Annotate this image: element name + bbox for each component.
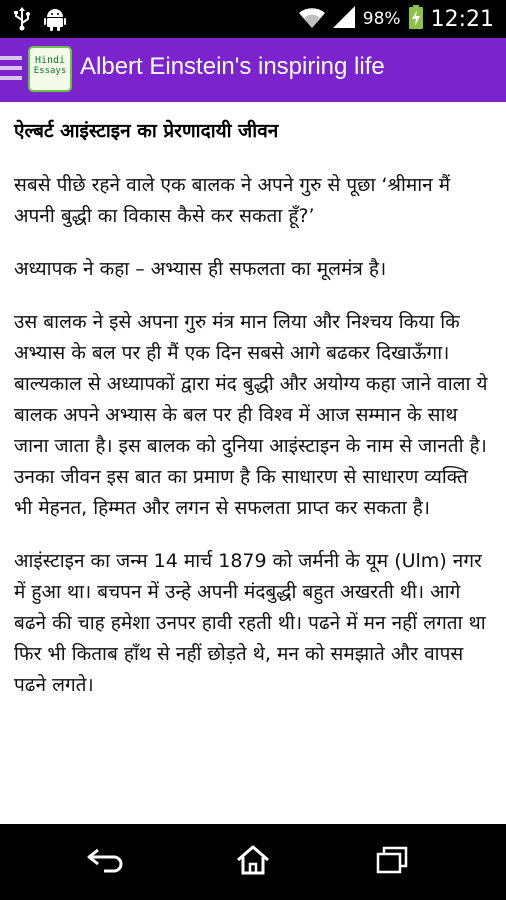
app-bar bbox=[0, 38, 506, 102]
article-paragraph: आइंस्टाइन का जन्म 14 मार्च 1879 को जर्मनी के यूम (Ulm) नगर में हुआ था। बचपन में उन्हे अपनी मंदबुद्धी बहुत अखरती थी। आगे बढने की चाह हमेशा उनपर हावी रहती थी। पढने में मन नहीं लगता था फिर भी किताब हाँथ से नहीं छोड़ते थे, मन को समझाते और वापस पढने लगते। bbox=[14, 550, 486, 696]
battery-charging-icon bbox=[409, 5, 423, 33]
logo-line2: Essays bbox=[33, 66, 67, 76]
app-title: Albert Einstein's inspiring life bbox=[80, 53, 385, 80]
article-scroll-view[interactable] bbox=[0, 102, 506, 824]
recent-apps-button[interactable] bbox=[368, 844, 416, 880]
article-paragraph: अध्यापक ने कहा – अभ्यास ही सफलता का मूलमंत्र है। bbox=[14, 258, 387, 280]
status-bar bbox=[0, 0, 506, 38]
recent-apps-icon bbox=[374, 845, 410, 879]
app-logo[interactable] bbox=[28, 46, 72, 92]
home-icon bbox=[235, 844, 271, 880]
android-icon bbox=[44, 7, 66, 35]
article-paragraph: उस बालक ने इसे अपना गुरु मंत्र मान लिया और निश्चय किया कि अभ्यास के बल पर ही मैं एक दिन सबसे आगे बढकर दिखाऊँगा। बाल्यकाल से अध्यापकों द्वारा मंद बुद्धी और अयोग्य कहा जाने वाला ये बालक अपने अभ्यास के बल पर ही विश्व में आज सम्मान के साथ जाना जाता है। इस बालक को दुनिया आइंस्टाइन के नाम से जानती है। उनका जीवन इस बात का प्रमाण है कि साधारण से साधारण व्यक्ति भी मेहनत, हिम्मत और लगन से सफलता प्राप्त कर सकता है। bbox=[14, 311, 488, 519]
battery-percent: 98% bbox=[362, 9, 401, 29]
article-paragraph: सबसे पीछे रहने वाले एक बालक ने अपने गुरु से पूछा ‘श्रीमान मैं अपनी बुद्धी का विकास कैसे कर सकता हूँ?’ bbox=[14, 174, 451, 227]
article-title: ऐल्बर्ट आइंस्टाइन का प्रेरणादायी जीवन bbox=[14, 120, 279, 142]
menu-icon[interactable] bbox=[0, 56, 22, 84]
navigation-bar bbox=[0, 824, 506, 900]
back-icon bbox=[86, 847, 126, 877]
usb-icon bbox=[14, 7, 30, 35]
signal-icon bbox=[333, 6, 355, 32]
logo-line1: Hindi bbox=[34, 55, 66, 66]
clock-time: 12:21 bbox=[430, 6, 494, 32]
wifi-icon bbox=[299, 6, 325, 32]
back-button[interactable] bbox=[82, 844, 130, 880]
home-button[interactable] bbox=[229, 844, 277, 880]
